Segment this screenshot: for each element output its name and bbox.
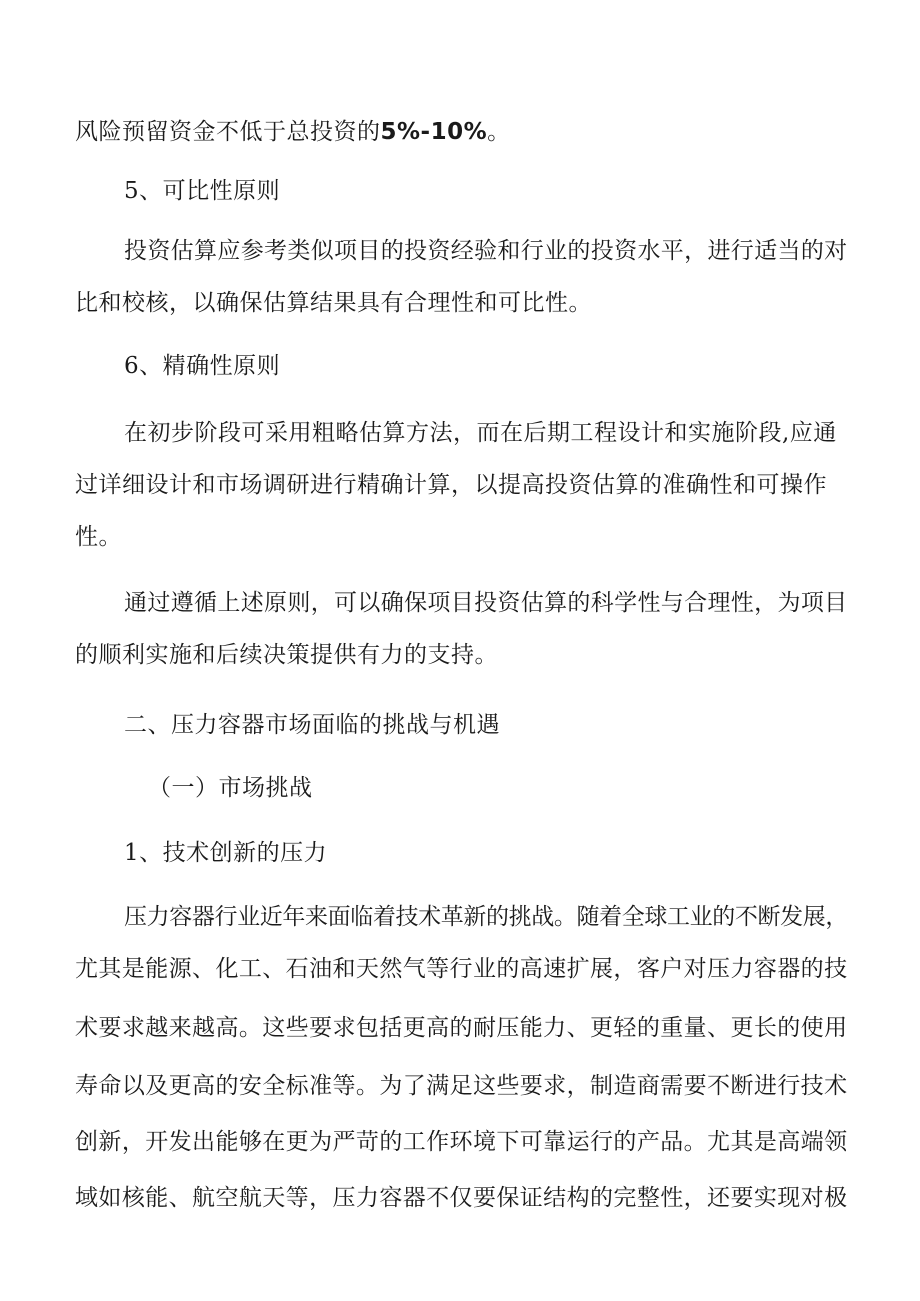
risk-reserve-text: 风险预留资金不低于总投资的 xyxy=(75,119,381,145)
section-title: 二、压力容器市场面临的挑战与机遇 xyxy=(124,712,500,738)
paragraph-line: 压力容器行业近年来面临着技术革新的挑战。随着全球工业的不断发展， xyxy=(124,904,848,930)
paragraph-line: 比和校核，以确保估算结果具有合理性和可比性。 xyxy=(75,290,592,316)
risk-reserve-figure: 5%-10% xyxy=(380,119,488,145)
paragraph-line: 投资估算应参考类似项目的投资经验和行业的投资水平，进行适当的对 xyxy=(124,238,848,264)
heading-accuracy-principle: 6、精确性原则 xyxy=(124,353,281,379)
paragraph-line: 过详细设计和市场调研进行精确计算，以提高投资估算的准确性和可操作 xyxy=(75,472,827,498)
paragraph-line: 术要求越来越高。这些要求包括更高的耐压能力、更轻的重量、更长的使用 xyxy=(75,1015,848,1041)
paragraph-line: 域如核能、航空航天等，压力容器不仅要保证结构的完整性，还要实现对极 xyxy=(75,1185,848,1211)
item-title: 1、技术创新的压力 xyxy=(124,840,328,866)
paragraph-line: 尤其是能源、化工、石油和天然气等行业的高速扩展，客户对压力容器的技 xyxy=(75,956,848,982)
risk-reserve-suffix: 。 xyxy=(487,119,511,145)
paragraph-line: 创新，开发出能够在更为严苛的工作环境下可靠运行的产品。尤其是高端领 xyxy=(75,1129,848,1155)
paragraph-line: 在初步阶段可采用粗略估算方法，而在后期工程设计和实施阶段,应通 xyxy=(124,420,837,446)
heading-comparability-principle: 5、可比性原则 xyxy=(124,178,281,204)
paragraph-line: 的顺利实施和后续决策提供有力的支持。 xyxy=(75,642,498,668)
subsection-title: （一）市场挑战 xyxy=(148,775,313,801)
paragraph-line: 寿命以及更高的安全标准等。为了满足这些要求，制造商需要不断进行技术 xyxy=(75,1073,848,1099)
paragraph-line: 通过遵循上述原则，可以确保项目投资估算的科学性与合理性，为项目 xyxy=(124,590,848,616)
risk-reserve-line xyxy=(75,117,511,147)
paragraph-line: 性。 xyxy=(75,524,122,550)
